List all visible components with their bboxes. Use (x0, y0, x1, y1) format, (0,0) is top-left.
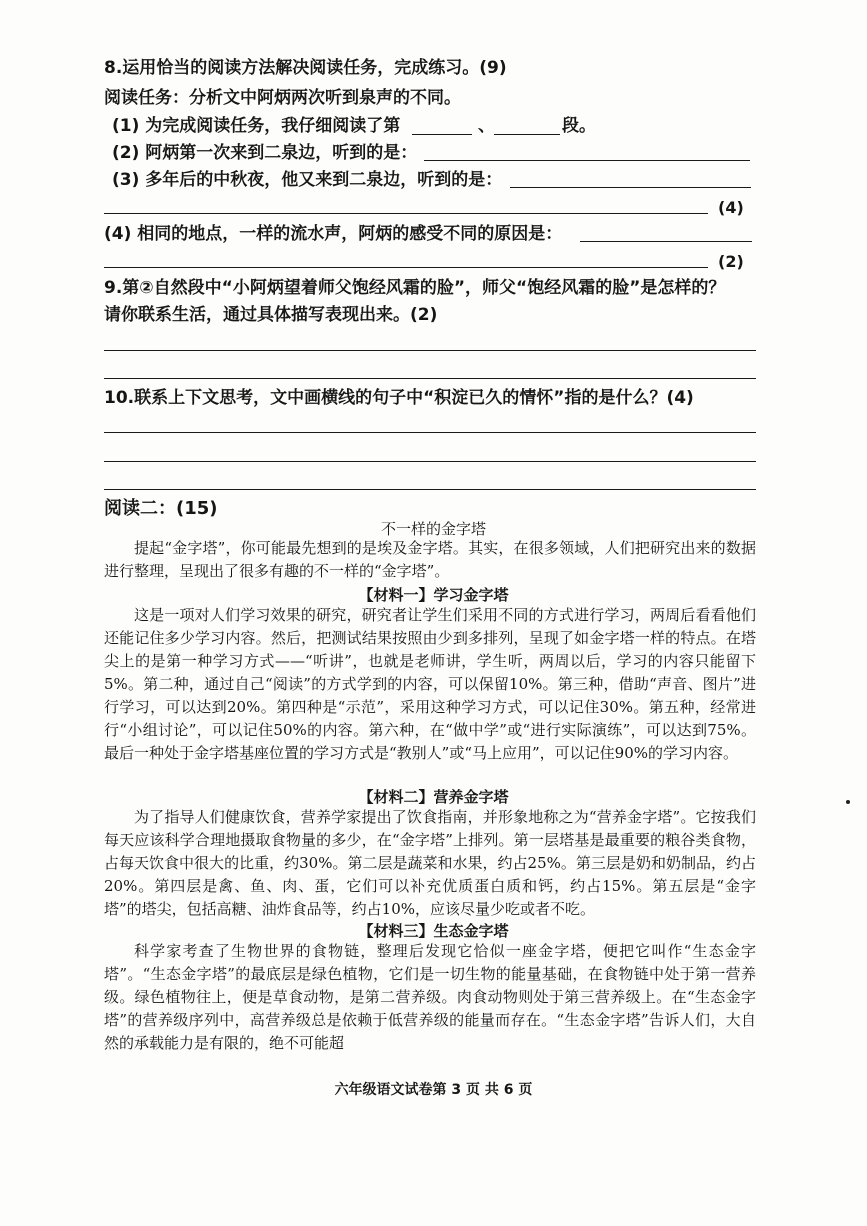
material3-text: 科学家考查了生物世界的食物链，整理后发现它恰似一座金字塔，便把它叫作“生态金字塔”。“生态金字塔”的最底层是绿色植物，它们是一切生物的能量基础，在食物链中处于第一营养级。绿色植物往上，便是草食动物，是第二营养级。肉食动物则处于第三营养级上。在“生态金字塔”的营养级序列中，高营养级总是依赖于低营养级的能量而存在。“生态金字塔”告诉人们，大自然的承载能力是有限的，绝不可能超 (104, 942, 756, 1052)
material2-text: 为了指导人们健康饮食，营养学家提出了饮食指南，并形象地称之为“营养金字塔”。它按我们每天应该科学合理地摄取食物量的多少，在“金字塔”上排列。第一层塔基是最重要的粮谷类食物，占每天饮食中很大的比重，约30%。第二层是蔬菜和水果，约占25%。第三层是奶和奶制品，约占20%。第四层是禽、鱼、肉、蛋，它们可以补充优质蛋白质和钙，约占15%。第五层是“金字塔”的塔尖，包括高糖、油炸食品等，约占10%，应该尽量少吃或者不吃。 (104, 808, 756, 918)
q8-s1-blank-2[interactable] (494, 134, 560, 135)
reading2-title: 不一样的金字塔 (380, 520, 486, 538)
q8-s3-score: (4) (718, 198, 744, 217)
q9-line-1: 9.第②自然段中“小阿炳望着师父饱经风霜的脸”，师父“饱经风霜的脸”是怎样的？ (104, 278, 726, 298)
q8-s3-prompt: (3) 多年后的中秋夜，他又来到二泉边，听到的是： (112, 170, 503, 190)
q8-s4-answer-line-2[interactable] (104, 267, 708, 268)
material1-title: 【材料一】学习金字塔 (358, 586, 509, 604)
reading2-section-title: 阅读二：(15) (104, 498, 218, 519)
q8-s4-prompt: (4) 相同的地点，一样的流水声，阿炳的感受不同的原因是： (104, 224, 563, 244)
material3-title: 【材料三】生态金字塔 (358, 922, 509, 940)
material1-text: 这是一项对人们学习效果的研究，研究者让学生们采用不同的方式进行学习，两周后看看他们还能记住多少学习内容。然后，把测试结果按照由少到多排列，呈现了如金字塔一样的特点。在塔尖上的是第一种学习方式——“听讲”，也就是老师讲，学生听，两周以后，学习的内容只能留下5%。第二种，通过自己“阅读”的方式学到的内容，可以保留10%。第三种，借助“声音、图片”进行学习，可以达到20%。第四种是“示范”，采用这种学习方式，可以记住30%。第五种，经常进行“小组讨论”，可以记住50%的内容。第六种，在“做中学”或“进行实际演练”，可以达到75%。最后一种处于金字塔基座位置的学习方式是“教别人”或“马上应用”，可以记住90%的学习内容。 (104, 606, 756, 762)
q10-line-1: 10.联系上下文思考，文中画横线的句子中“积淀已久的情怀”指的是什么？(4) (104, 388, 694, 408)
q9-answer-line-2[interactable] (104, 378, 756, 379)
q9-answer-line-1[interactable] (104, 350, 756, 351)
q10-answer-line-2[interactable] (104, 461, 756, 462)
q8-s3-answer-line-1[interactable] (510, 187, 751, 188)
q8-s1-suffix: 段。 (562, 116, 596, 136)
q8-s4-score: (2) (718, 252, 744, 271)
q8-title: 8.运用恰当的阅读方法解决阅读任务，完成练习。(9) (104, 58, 507, 78)
scan-speck (846, 800, 850, 804)
q8-task: 阅读任务：分析文中阿炳两次听到泉声的不同。 (104, 88, 461, 108)
q8-s3-answer-line-2[interactable] (104, 213, 708, 214)
q8-s1-prompt: (1) 为完成阅读任务，我仔细阅读了第 (112, 116, 401, 136)
q8-s1-sep: 、 (478, 116, 495, 136)
page-footer: 六年级语文试卷第 3 页 共 6 页 (334, 1082, 533, 1098)
q10-answer-line-1[interactable] (104, 432, 756, 433)
material2-title: 【材料二】营养金字塔 (358, 788, 509, 806)
q8-s2-prompt: (2) 阿炳第一次来到二泉边，听到的是： (112, 143, 418, 163)
q8-s1-blank-1[interactable] (412, 134, 472, 135)
q10-answer-line-3[interactable] (104, 489, 756, 490)
reading2-intro: 提起“金字塔”，你可能最先想到的是埃及金字塔。其实，在很多领域，人们把研究出来的数据进行整理，呈现出了很多有趣的不一样的“金字塔”。 (104, 539, 756, 580)
q8-s2-answer-line[interactable] (424, 160, 750, 161)
q9-line-2: 请你联系生活，通过具体描写表现出来。(2) (104, 305, 438, 325)
q8-s4-answer-line-1[interactable] (580, 241, 752, 242)
